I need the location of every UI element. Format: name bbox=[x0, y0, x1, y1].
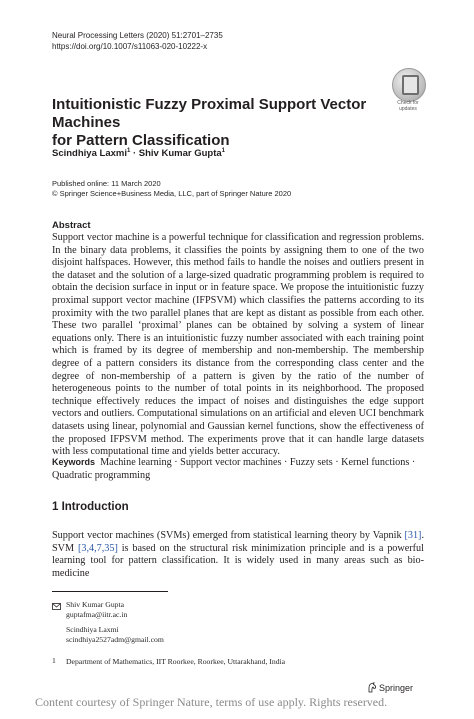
author-name: Scindhiya Laxmi bbox=[52, 148, 127, 160]
coauthor-name: Scindhiya Laxmi bbox=[66, 625, 119, 634]
citation-link[interactable]: [31] bbox=[404, 530, 422, 541]
paper-title: Intuitionistic Fuzzy Proximal Support Vector Machines for Pattern Classification bbox=[52, 96, 367, 149]
publisher-name: Springer bbox=[379, 683, 414, 693]
abstract-heading: Abstract bbox=[52, 220, 91, 231]
copyright-notice: © Springer Science+Business Media, LLC, part of Springer Nature 2020 bbox=[52, 189, 292, 198]
footnote-divider bbox=[52, 591, 168, 592]
keywords-list: Machine learning · Support vector machines · Fuzzy sets · Kernel functions · Quadratic programming bbox=[52, 457, 416, 481]
publication-info bbox=[52, 179, 291, 199]
keywords-label: Keywords bbox=[52, 457, 96, 467]
affiliation-marker: 1 bbox=[221, 148, 225, 154]
check-for-updates-label: Check for updates bbox=[397, 100, 419, 112]
journal-header bbox=[52, 30, 223, 52]
introduction-paragraph: Support vector machines (SVMs) emerged from statistical learning theory by Vapnik [31]. SVM [3,4,7,35] is based on the structural risk minimization principle and is a powerful learning tool for pattern classification. It is widely used in many areas such as bio-medicine bbox=[52, 530, 424, 579]
journal-citation: Neural Processing Letters (2020) 51:2701–2735 bbox=[52, 31, 223, 40]
springer-horse-icon bbox=[367, 682, 377, 693]
check-for-updates-icon[interactable] bbox=[392, 68, 426, 102]
affiliation: Department of Mathematics, IIT Roorkee, Roorkee, Uttarakhand, India bbox=[66, 657, 286, 666]
envelope-icon bbox=[52, 603, 61, 610]
corresponding-author-email[interactable]: guptafma@iitr.ac.in bbox=[66, 610, 128, 619]
courtesy-notice: Content courtesy of Springer Nature, terms of use apply. Rights reserved. bbox=[35, 695, 388, 709]
published-date: Published online: 11 March 2020 bbox=[52, 179, 161, 188]
affiliation-number: 1 bbox=[52, 656, 56, 665]
author-list: Scindhiya Laxmi$^1$ · Shiv Kumar Gupta$^1$ bbox=[52, 148, 225, 160]
citation-link[interactable]: [3,4,7,35] bbox=[77, 542, 118, 554]
doi-link[interactable]: https://doi.org/10.1007/s11063-020-10222-x bbox=[52, 42, 208, 51]
keywords bbox=[52, 456, 424, 482]
author-name: Shiv Kumar Gupta bbox=[138, 148, 222, 160]
section-heading: 1 Introduction bbox=[52, 501, 129, 513]
coauthor-email[interactable]: scindhiya2527adm@gmail.com bbox=[66, 635, 164, 644]
abstract-text: Support vector machine is a powerful technique for classification and regression problems. In the binary data problems, it classifies the points by assigning them to one of the two disjoint halfspaces. However, this method fails to handle the noises and outliers present in the dataset and the solution of a large-sized quadratic programming problem is required to obtain the decision surface in input or in feature space. We propose the intuitionistic fuzzy proximal support vector machine (IFPSVM) which classifies the patterns according to its proximity with the two parallel planes that are kept as distant as possible from each other. These two parallel ‘proximal’ planes can be obtained by solving a system of linear equations only. There is an intuitionistic fuzzy number associated with each training point which is framed by its degree of membership and non-membership. The membership degree of a pattern considers its distance from the corresponding class center and the degree of non-membership of a pattern is given by the ratio of the number of heterogeneous points to the number of total points in its neighborhood. The proposed technique effectively reduces the impact of noises and distinguishes the edge support vectors and outliers. Computational simulations on an artificial and eleven UCI benchmark datasets using linear, polynomial and Gaussian kernel functions, show the effectiveness of the proposed IFPSVM method. The experiments prove that it can handle large datasets with less computational time and yields better accuracy. bbox=[52, 232, 424, 458]
corresponding-author-name: Shiv Kumar Gupta bbox=[66, 600, 125, 609]
affiliation-marker: 1 bbox=[126, 148, 131, 154]
corresponding-author bbox=[66, 600, 164, 645]
